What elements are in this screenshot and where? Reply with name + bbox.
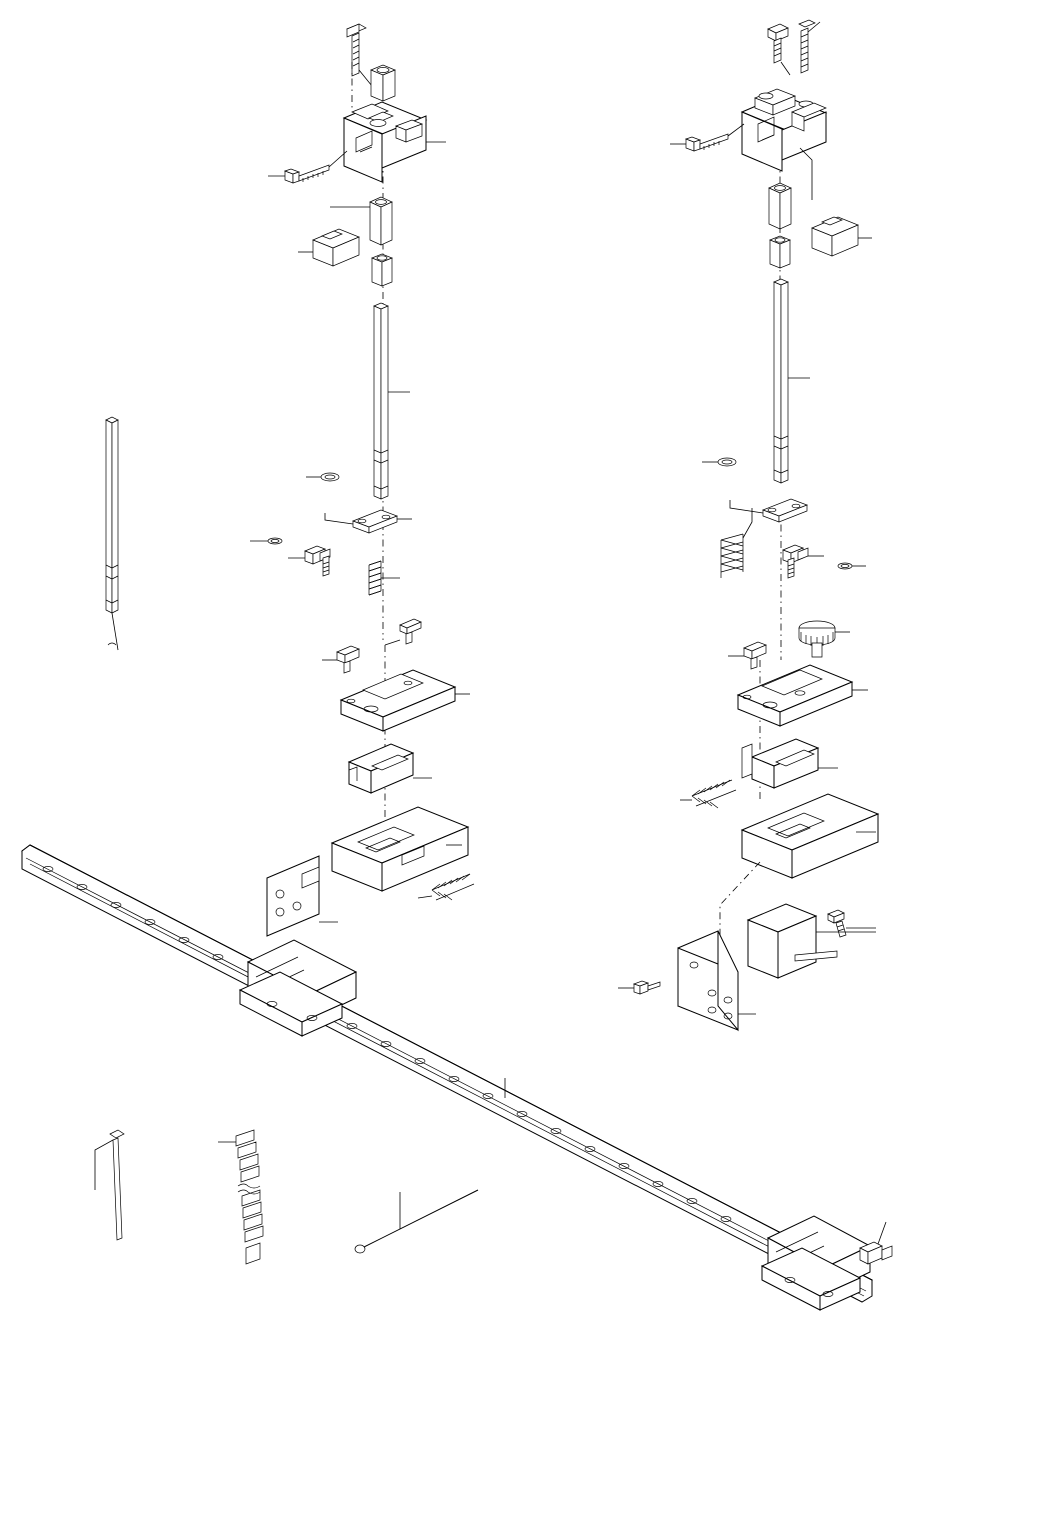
- angle-bracket-left: [298, 229, 359, 266]
- retaining-ring-left-2: [250, 538, 282, 544]
- base-plate-right: [738, 665, 868, 726]
- link-plate-right: [730, 499, 807, 522]
- cap-screw-right-top-b: [799, 20, 820, 73]
- side-plate-left: [267, 856, 338, 936]
- coil-spring-long: [218, 1130, 263, 1264]
- spring-left-lower: [418, 874, 474, 900]
- mount-bracket-right-lower: [748, 904, 876, 978]
- upper-clamp-block-right: [742, 89, 826, 200]
- bushing-sleeve-right-2: [770, 236, 790, 268]
- grease-nipple-left: [322, 646, 359, 673]
- upper-clamp-block-left: [344, 102, 446, 182]
- tie-rod: [355, 1190, 478, 1253]
- retaining-ring-right-2: [838, 563, 866, 569]
- set-screw-right-lower: [828, 910, 876, 937]
- spacer-sleeve-left-2: [372, 254, 392, 286]
- spring-right-lower: [680, 780, 736, 808]
- hook-bracket-right: [742, 739, 838, 788]
- vertical-shaft-right: [774, 279, 810, 483]
- angle-bracket-right: [812, 217, 872, 256]
- stud-pin-left: [288, 546, 330, 576]
- slide-block-right: [742, 794, 878, 878]
- bushing-sleeve-right-1: [769, 183, 791, 229]
- socket-head-screw-left-side: [268, 151, 347, 183]
- retaining-ring-right: [702, 458, 736, 466]
- spare-shaft: [106, 417, 118, 650]
- left-column-assembly: [250, 24, 474, 936]
- long-pin: [95, 1130, 124, 1240]
- cap-screw-right-top-a: [768, 24, 790, 75]
- mounting-plate-right-lower: [678, 931, 756, 1030]
- cap-screw-top-left: [347, 24, 372, 86]
- socket-head-screw-right-side: [670, 124, 744, 151]
- compression-spring-right: [721, 508, 752, 578]
- thumb-screw-left: [385, 619, 421, 645]
- knurled-knob-right: [799, 621, 850, 657]
- vertical-shaft-left: [374, 303, 410, 499]
- loose-hardware: [95, 1130, 478, 1264]
- link-plate-left: [325, 510, 412, 533]
- base-plate-left: [341, 670, 470, 731]
- compression-spring-left: [369, 561, 400, 595]
- grease-fitting-right-lower: [618, 981, 660, 994]
- slide-block-left: [332, 807, 468, 891]
- hook-bracket-left: [349, 744, 432, 793]
- bushing-sleeve-left-top: [371, 65, 395, 101]
- stud-pin-right: [783, 545, 824, 578]
- retaining-ring-left: [306, 473, 339, 481]
- right-column-assembly: [618, 20, 878, 1030]
